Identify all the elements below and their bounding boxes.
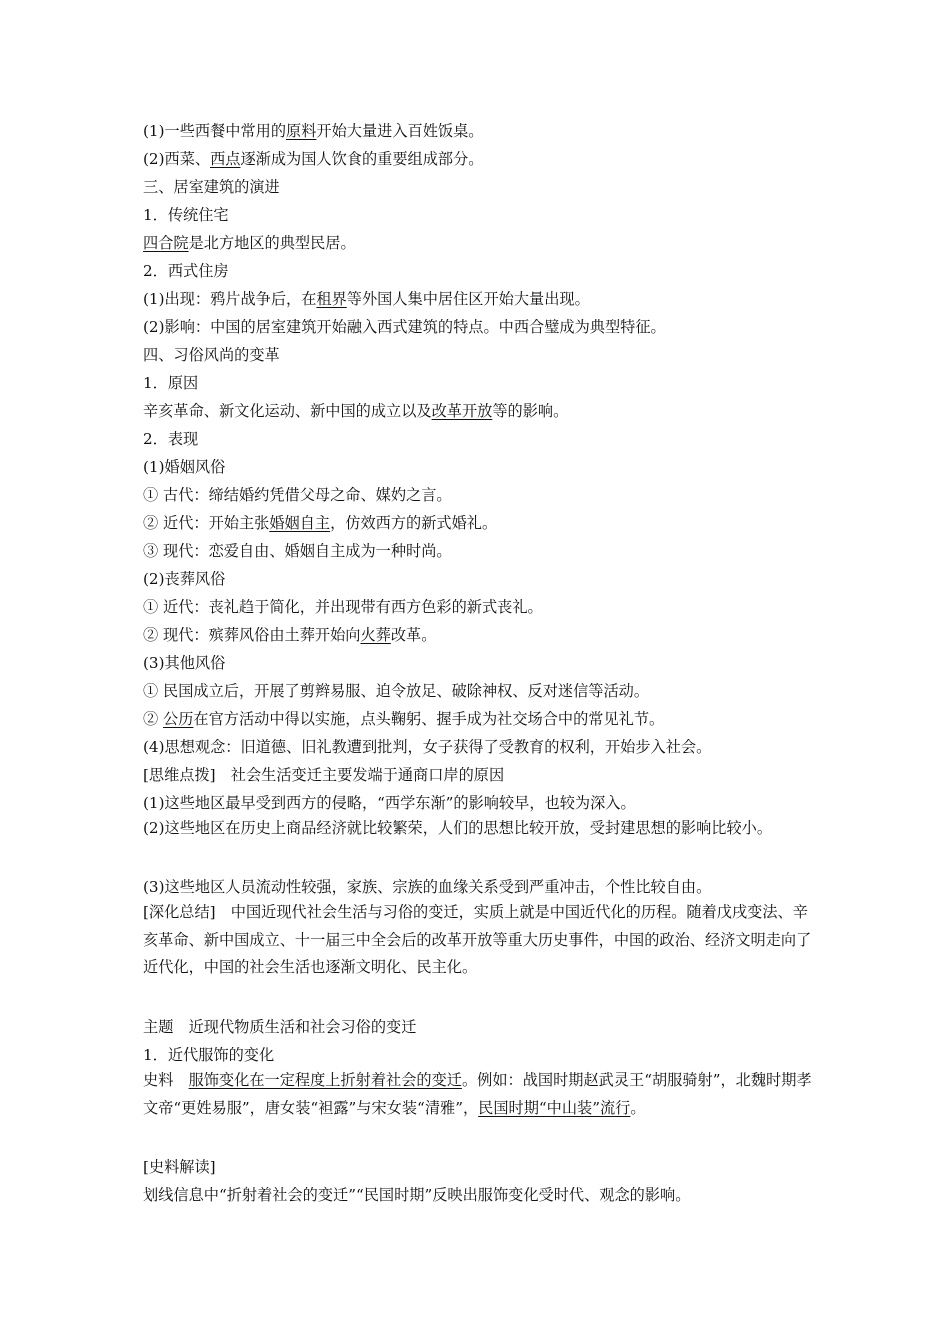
text-line: ② 公历在官方活动中得以实施，点头鞠躬、握手成为社交场合中的常见礼节。 [143,710,665,728]
subsection-heading: 2．西式住房 [143,262,229,280]
text-line: ② 现代：殡葬风俗由土葬开始向火葬改革。 [143,626,437,644]
section-heading: 四、习俗风尚的变革 [143,346,280,364]
text-line: (2)西菜、西点逐渐成为国人饮食的重要组成部分。 [143,150,484,168]
text-paragraph: (2)这些地区在历史上商品经济就比较繁荣，人们的思想比较开放，受封建思想的影响比较小。 [143,819,773,837]
text-line: (4)思想观念：旧道德、旧礼教遭到批判，女子获得了受教育的权利，开始步入社会。 [143,738,712,756]
text-line: (2)丧葬风俗 [143,570,226,588]
text-line: 四合院是北方地区的典型民居。 [143,234,356,252]
text-line: (1)一些西餐中常用的原料开始大量进入百姓饭桌。 [143,122,484,140]
topic-subheading: 1．近代服饰的变化 [143,1046,275,1064]
text-line: (1)出现：鸦片战争后，在租界等外国人集中居住区开始大量出现。 [143,290,590,308]
text-line: ② 近代：开始主张婚姻自主，仿效西方的新式婚礼。 [143,514,498,532]
text-line: ① 近代：丧礼趋于简化，并出现带有西方色彩的新式丧礼。 [143,598,543,616]
reading-text: 划线信息中“折射着社会的变迁”“民国时期”反映出服饰变化受时代、观念的影响。 [143,1186,691,1204]
text-line: (3)其他风俗 [143,654,226,672]
text-line: (1)这些地区最早受到西方的侵略，“西学东渐”的影响较早，也较为深入。 [143,794,636,812]
subsection-heading: 2．表现 [143,430,199,448]
text-line: (2)影响：中国的居室建筑开始融入西式建筑的特点。中西合璧成为典型特征。 [143,318,666,336]
text-line: 辛亥革命、新文化运动、新中国的成立以及改革开放等的影响。 [143,402,569,420]
text-line: ① 民国成立后，开展了剪辫易服、迫令放足、破除神权、反对迷信等活动。 [143,682,650,700]
topic-title: 主题 近现代物质生活和社会习俗的变迁 [143,1018,417,1036]
summary-paragraph: [深化总结] 中国近现代社会生活与习俗的变迁，实质上就是中国近代化的历程。随着戊戌变法、辛亥革命、新中国成立、十一届三中全会后的改革开放等重大历史事件，中国的政治、经济文明走向了近代化，中国的社会生活也逐渐文明化、民主化。 [143,903,812,976]
section-heading: 三、居室建筑的演进 [143,178,280,196]
reading-heading: [史料解读] [143,1158,216,1176]
text-line: ③ 现代：恋爱自由、婚姻自主成为一种时尚。 [143,542,452,560]
text-line: ① 古代：缔结婚约凭借父母之命、媒妁之言。 [143,486,452,504]
subsection-heading: 1．原因 [143,374,199,392]
text-line: (1)婚姻风俗 [143,458,226,476]
source-paragraph: 史料 服饰变化在一定程度上折射着社会的变迁。例如：战国时期赵武灵王“胡服骑射”，北魏时期孝文帝“更姓易服”，唐女装“袒露”与宋女装“清雅”，民国时期“中山装”流行。 [143,1071,812,1117]
subsection-heading: 1．传统住宅 [143,206,229,224]
thinking-tip-heading: [思维点拨] 社会生活变迁主要发端于通商口岸的原因 [143,766,505,784]
text-line: (3)这些地区人员流动性较强，家族、宗族的血缘关系受到严重冲击，个性比较自由。 [143,878,712,896]
